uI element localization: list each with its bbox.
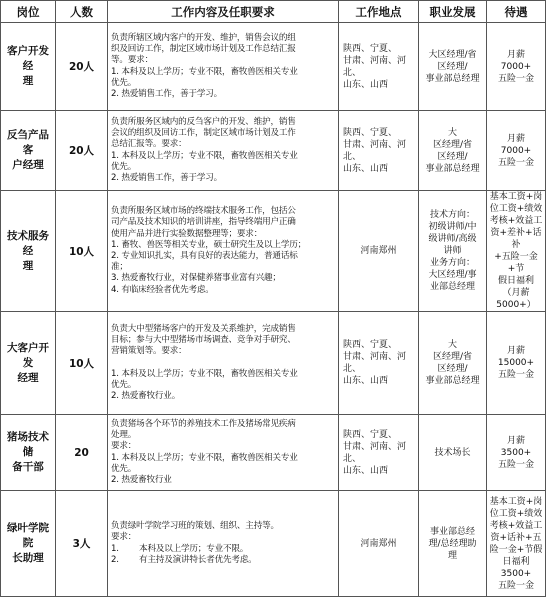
table-row (1, 312, 546, 415)
pay-line: 基本工资+岗 (489, 192, 543, 202)
post-text: 绿叶学院院 (7, 522, 49, 549)
pay-cell (487, 312, 546, 415)
duty-line: 总结汇报等。要求： (111, 139, 187, 150)
development-line: 讲师 (443, 246, 462, 256)
pay-line: 五险一金 (497, 370, 534, 380)
pay-line: 五险一金 (497, 459, 534, 470)
location-line: 甘肃、河南、河 (343, 352, 407, 362)
pay-line: 月薪 (506, 133, 525, 144)
development-line: 区经理/ (437, 364, 468, 374)
table-row (1, 491, 546, 597)
duty-line: 1. 本科及以上学历；专业不限，畜牧兽医相关专业 (111, 368, 298, 379)
pay-line: 月薪 (506, 435, 525, 446)
location-line: 北、 (343, 151, 362, 162)
pay-cell (487, 191, 546, 312)
header-row (1, 1, 546, 23)
development-line: 技术场长 (434, 447, 471, 458)
location-cell (339, 191, 419, 312)
pay-line: 7000+ (500, 61, 532, 72)
duty-line: 优先。 (111, 77, 137, 88)
post-cell (1, 491, 56, 597)
duty-line: 1. 畜牧、兽医等相关专业，硕士研究生及以上学历； (111, 239, 306, 250)
header-post: 岗位 (1, 1, 56, 23)
pay-line: 五险一金 (497, 73, 534, 84)
pay-line: 月薪 (506, 49, 525, 60)
development-line: 大 (447, 340, 457, 350)
development-cell (419, 23, 487, 111)
pay-line: 7000+ (500, 145, 532, 156)
table-row (1, 415, 546, 491)
pay-line: 位工资+绩效 (489, 204, 543, 214)
pay-line: 月薪 (506, 346, 525, 356)
table-row (1, 23, 546, 111)
post-text: 理 (22, 75, 34, 87)
pay-cell (487, 415, 546, 491)
pay-line: 五险一金 (497, 580, 534, 591)
duty-line (111, 358, 335, 369)
development-line: 技术方向： (429, 210, 475, 220)
duty-line: 要求： (111, 532, 137, 543)
count-cell: 3人 (56, 491, 108, 597)
development-cell (419, 312, 487, 415)
location-line: 北、 (343, 364, 362, 374)
duty-line: 负责所服务区域内的反刍客户的开发、维护，销售 (111, 116, 296, 127)
location-line: 河南郑州 (360, 538, 397, 549)
duty-line: 目标；参与大中型猪场市场调查、竞争对手研究、 (111, 335, 296, 346)
location-cell (339, 415, 419, 491)
location-cell (339, 111, 419, 191)
duty-line: 优先。 (111, 463, 137, 474)
location-line: 陕西、宁夏、 (343, 429, 398, 440)
duty-line: 1. 本科及以上学历；专业不限，畜牧兽医相关专业 (111, 452, 298, 463)
duty-line: 2. 热爱销售工作，善于学习。 (111, 88, 223, 99)
development-line: 区经理/省 (432, 352, 473, 362)
post-cell (1, 415, 56, 491)
pay-line: 3500+ (500, 447, 532, 458)
pay-line: 基本工资+岗 (489, 496, 543, 507)
post-text: 大客户开发 (7, 341, 49, 369)
duty-cell (108, 191, 339, 312)
duty-line: 优先。 (111, 161, 137, 172)
location-line: 山东、山西 (343, 376, 389, 386)
pay-line: 考核+效益工 (489, 520, 543, 531)
pay-line: 日福利 (502, 556, 530, 567)
table-row (1, 191, 546, 312)
development-cell (419, 111, 487, 191)
table-row (1, 111, 546, 191)
post-text: 户经理 (12, 159, 44, 171)
header-count: 人数 (56, 1, 108, 23)
development-line: 业务方向： (429, 258, 475, 268)
header-duty: 工作内容及任职要求 (108, 1, 339, 23)
development-cell (419, 491, 487, 597)
development-line: 区经理/省 (432, 139, 473, 150)
duty-line: 营销策划等。要求： (111, 346, 187, 357)
count-cell: 10人 (56, 191, 108, 312)
pay-line: 资+话补+五 (490, 532, 542, 543)
post-text: 反刍产品客 (7, 129, 49, 156)
duty-line: 优先。 (111, 379, 137, 390)
duty-line: 1. 本科及以上学历；专业不限，畜牧兽医相关专业 (111, 66, 298, 77)
duty-line: 3. 热爱畜牧行业，对保健养猪事业富有兴趣； (111, 273, 281, 284)
development-line: 事业部总经理 (425, 73, 480, 84)
duty-line: 要求： (111, 441, 137, 452)
location-cell (339, 312, 419, 415)
location-line: 山东、山西 (343, 79, 389, 90)
location-line: 北、 (343, 67, 362, 78)
duty-line: 2. 热爱销售工作，善于学习。 (111, 172, 223, 183)
header-location: 工作地点 (339, 1, 419, 23)
location-line: 北、 (343, 453, 362, 464)
development-line: 大区经理/省 (428, 49, 477, 60)
count-cell: 10人 (56, 312, 108, 415)
pay-cell (487, 23, 546, 111)
development-cell (419, 191, 487, 312)
development-line: 事业部总经 (429, 526, 475, 537)
duty-line: 1. 本科及以上学历；专业不限。 (111, 543, 249, 554)
duty-cell (108, 111, 339, 191)
location-line: 陕西、宁夏、 (343, 340, 398, 350)
post-cell (1, 111, 56, 191)
development-line: 级讲师/高级 (428, 234, 477, 244)
location-cell (339, 491, 419, 597)
pay-line: 假日福利 (497, 276, 534, 286)
duty-line: 准； (111, 262, 128, 273)
duty-line: 1. 本科及以上学历；专业不限，畜牧兽医相关专业 (111, 150, 298, 161)
post-text: 备干部 (12, 461, 44, 473)
pay-line: 位工资+绩效 (489, 508, 543, 519)
post-text: 客户开发经 (7, 45, 49, 72)
duty-line: 负责所服务区域市场的终端技术服务工作，包括公 (111, 206, 296, 217)
duty-line: 负责绿叶学院学习班的策划、组织、主持等。 (111, 521, 279, 532)
location-line: 山东、山西 (343, 465, 389, 476)
pay-cell (487, 491, 546, 597)
duty-line: 司产品及技术知识的培训讲座，指导终端用户正确 (111, 217, 296, 228)
duty-cell (108, 312, 339, 415)
location-line: 陕西、宁夏、 (343, 127, 398, 138)
pay-line: 3500+ (500, 568, 532, 579)
duty-line: 使用产品并进行实验数据整理等；要求： (111, 228, 263, 239)
development-line: 业部总经理 (429, 282, 475, 292)
duty-line: 4. 有临床经验者优先考虑。 (111, 284, 214, 295)
post-text: 猪场技术储 (7, 431, 49, 458)
location-line: 山东、山西 (343, 163, 389, 174)
development-cell (419, 415, 487, 491)
post-cell (1, 191, 56, 312)
post-text: 经理 (17, 371, 39, 384)
post-text: 理 (22, 259, 34, 272)
development-line: 大区经理/事 (428, 270, 477, 280)
duty-cell (108, 23, 339, 111)
duty-line: 负责所辖区域内客户的开发、维护，销售会议的组 (111, 32, 296, 43)
duty-line: 处理。 (111, 430, 137, 441)
header-development: 职业发展 (419, 1, 487, 23)
duty-line: 等。要求： (111, 55, 153, 66)
post-cell (1, 23, 56, 111)
location-line: 陕西、宁夏、 (343, 43, 398, 54)
duty-line: 2. 热爱畜牧行业。 (111, 390, 181, 401)
location-line: 甘肃、河南、河 (343, 55, 407, 66)
duty-line: 负责猪场各个环节的养殖技术工作及猪场常见疾病 (111, 418, 296, 429)
count-cell: 20 (56, 415, 108, 491)
location-line: 甘肃、河南、河 (343, 441, 407, 452)
development-line: 区经理/ (437, 61, 468, 72)
duty-line: 2. 热爱畜牧行业 (111, 474, 172, 485)
development-line: 理/总经理助 (428, 538, 477, 549)
development-line: 事业部总经理 (425, 376, 480, 386)
location-cell (339, 23, 419, 111)
pay-cell (487, 111, 546, 191)
location-line: 河南郑州 (360, 246, 397, 256)
pay-line: 15000+ (497, 358, 535, 368)
development-line: 事业部总经理 (425, 163, 480, 174)
duty-cell (108, 491, 339, 597)
pay-line: 险一金+节假 (489, 544, 543, 555)
development-line: 理 (447, 550, 457, 561)
duty-line: 2. 专业知识扎实，具有良好的表达能力，普通话标 (111, 251, 298, 261)
location-line: 甘肃、河南、河 (343, 139, 407, 150)
pay-line: 资+差补+话补 (490, 228, 542, 250)
header-pay: 待遇 (487, 1, 546, 23)
pay-line: （月薪5000+） (496, 288, 536, 310)
post-text: 长助理 (12, 552, 44, 564)
post-cell (1, 312, 56, 415)
duty-line: 织及回访工作，制定区域市场计划及工作总结汇报 (111, 44, 296, 55)
pay-line: +五险一金+节 (494, 252, 538, 274)
duty-cell (108, 415, 339, 491)
development-line: 区经理/ (437, 151, 468, 162)
duty-line: 负责大中型猪场客户的开发及关系维护，完成销售 (111, 323, 296, 334)
duty-line: 会议的组织及回访工作，制定区域市场计划及工作 (111, 128, 296, 139)
development-line: 初级讲师/中 (428, 222, 477, 232)
development-line: 大 (447, 127, 457, 138)
count-cell: 20人 (56, 23, 108, 111)
pay-line: 五险一金 (497, 157, 534, 168)
pay-line: 考核+效益工 (489, 216, 543, 226)
duty-line: 2. 有主持及演讲特长者优先考虑。 (111, 554, 257, 565)
count-cell: 20人 (56, 111, 108, 191)
post-text: 技术服务经 (7, 229, 49, 257)
